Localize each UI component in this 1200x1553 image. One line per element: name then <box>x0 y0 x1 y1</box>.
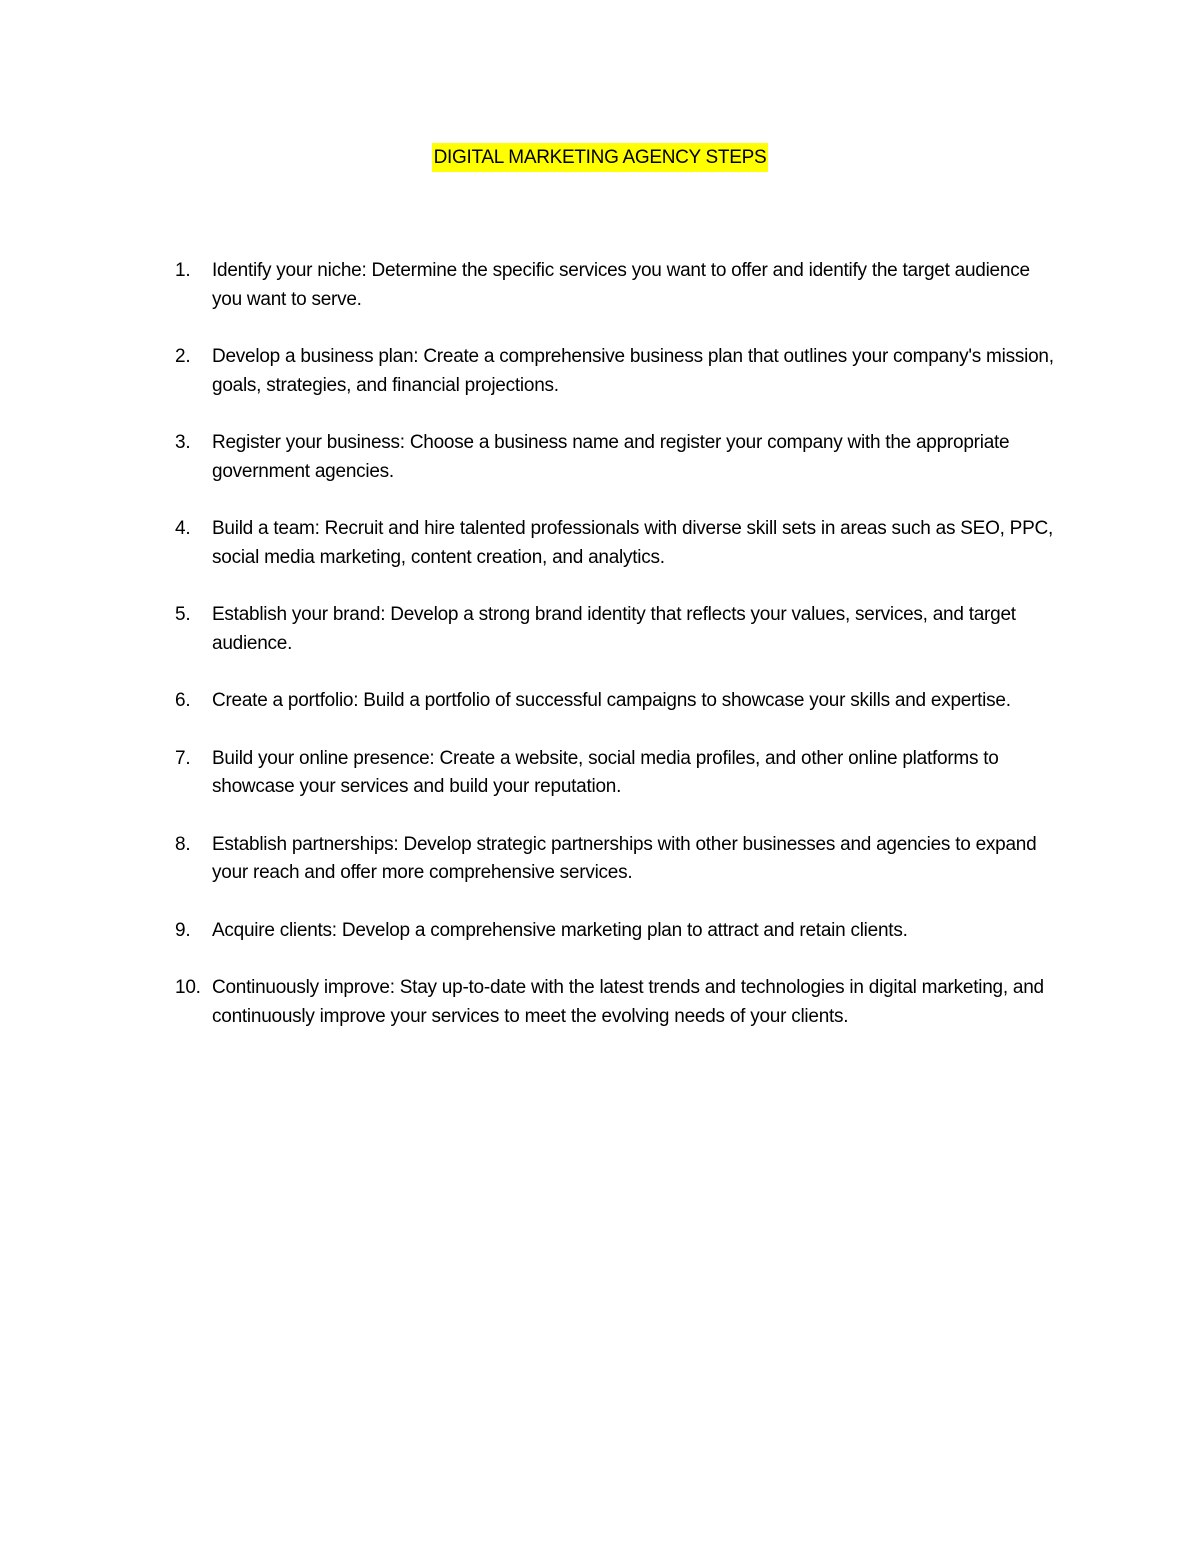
step-item <box>160 687 1060 716</box>
step-item <box>160 429 1060 486</box>
step-number: 5. <box>175 604 191 625</box>
document-title: DIGITAL MARKETING AGENCY STEPS <box>432 143 769 172</box>
step-number: 9. <box>175 919 191 941</box>
step-number: 10. <box>175 977 201 998</box>
step-text: Build a team: Recruit and hire talented professionals with diverse skill sets in areas such as SEO, PPC, social media marketing, content creation, and analytics. <box>212 518 1054 568</box>
step-item <box>160 257 1060 314</box>
step-text: Identify your niche: Determine the specific services you want to offer and identify the target audience you want to serve. <box>212 260 1030 310</box>
step-text: Develop a business plan: Create a comprehensive business plan that outlines your company's mission, goals, strategies, and financial projections. <box>212 346 1054 396</box>
step-text: Establish your brand: Develop a strong brand identity that reflects your values, services, and target audience. <box>212 604 1016 654</box>
steps-list <box>160 257 1060 1060</box>
step-item <box>160 974 1060 1031</box>
step-number: 3. <box>175 432 191 453</box>
step-item <box>160 917 1060 946</box>
step-number: 8. <box>175 833 191 855</box>
step-number: 6. <box>175 690 191 711</box>
step-text: Create a portfolio: Build a portfolio of successful campaigns to showcase your skills and expertise. <box>212 690 1011 711</box>
step-item <box>160 745 1060 802</box>
step-text: Register your business: Choose a business name and register your company with the appropriate government agencies. <box>212 432 1010 482</box>
step-number: 2. <box>175 346 191 367</box>
step-item <box>160 601 1060 658</box>
step-number: 1. <box>175 260 191 281</box>
step-text: Build your online presence: Create a website, social media profiles, and other online platforms to showcase your services and build your reputation. <box>212 747 999 797</box>
step-number: 4. <box>175 518 191 539</box>
step-item <box>160 515 1060 572</box>
step-item <box>160 831 1060 888</box>
step-number: 7. <box>175 747 191 769</box>
step-item <box>160 343 1060 400</box>
step-text: Establish partnerships: Develop strategic partnerships with other businesses and agencies to expand your reach and offer more comprehensive services. <box>212 833 1037 883</box>
step-text: Continuously improve: Stay up-to-date with the latest trends and technologies in digital marketing, and continuously improve your services to meet the evolving needs of your clients. <box>212 977 1044 1027</box>
step-text: Acquire clients: Develop a comprehensive marketing plan to attract and retain clients. <box>212 919 908 941</box>
title-container <box>0 143 1200 172</box>
